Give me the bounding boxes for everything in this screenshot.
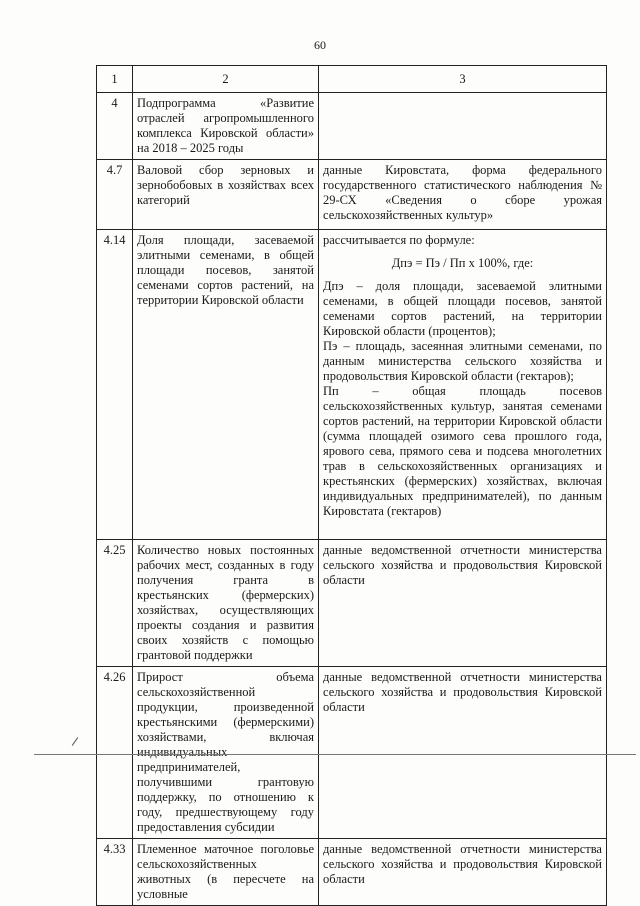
table-row [97, 230, 607, 540]
indicator-name: Племенное маточное поголовье сельскохозяйственных животных (в пересчете на условные [133, 839, 319, 906]
indicator-name: Количество новых постоянных рабочих мест, созданных в году получения гранта в крестьянских (фермерских) хозяйствах, осуществляющих проекты создания и развития своих хозяйств с помощью грантовой поддержки [133, 540, 319, 667]
table-row [97, 93, 607, 160]
row-number: 4 [97, 93, 133, 160]
definition-item: Пэ – площадь, засеянная элитными семенами, по данным министерства сельского хозяйства и продовольствия Кировской области (гектаров); [323, 339, 602, 383]
row-number: 4.25 [97, 540, 133, 667]
column-header: 3 [319, 66, 607, 93]
data-source [319, 93, 607, 160]
definition-item: Пп – общая площадь посевов сельскохозяйственных культур, занятая семенами сортов растений, на территории Кировской области (сумма площадей озимого сева прошлого года, ярового сева, прямого сева и подсева многолетних трав в сельскохозяйственных организациях и крестьянских (фермерских) хозяйствах, включая индивидуальных предпринимателей), по данным Кировстата (гектаров) [323, 384, 602, 518]
formula-intro: рассчитывается по формуле: [323, 233, 475, 247]
definition-item: Дпэ – доля площади, засеваемой элитными семенами, в общей площади посевов, занятой семенами сортов растений, на территории Кировской области (процентов); [323, 279, 602, 338]
column-header: 1 [97, 66, 133, 93]
row-number: 4.7 [97, 160, 133, 230]
scan-artifact-line [34, 754, 636, 755]
table-row [97, 540, 607, 667]
formula: Дпэ = Пэ / Пп х 100%, где: [391, 256, 534, 270]
indicator-table [96, 65, 607, 906]
formula-definitions [323, 279, 602, 519]
column-header: 2 [133, 66, 319, 93]
data-source: данные Кировстата, форма федерального государственного статистического наблюдения № 29-СХ «Сведения о сборе урожая сельскохозяйственных культур» [319, 160, 607, 230]
table-header-row [97, 66, 607, 93]
row-number: 4.14 [97, 230, 133, 540]
data-source: данные ведомственной отчетности министерства сельского хозяйства и продовольствия Кировской области [319, 839, 607, 906]
indicator-name: Доля площади, засеваемой элитными семенами, в общей площади посевов, занятой семенами сортов растений, на территории Кировской области [133, 230, 319, 540]
data-source: данные ведомственной отчетности министерства сельского хозяйства и продовольствия Кировской области [319, 540, 607, 667]
row-number: 4.26 [97, 667, 133, 839]
indicator-name: Подпрограмма «Развитие отраслей агропромышленного комплекса Кировской области» на 2018 – 2025 годы [133, 93, 319, 160]
table-row [97, 667, 607, 839]
table-row [97, 839, 607, 906]
page-number: 60 [314, 38, 326, 52]
indicator-name: Валовой сбор зерновых и зернобобовых в хозяйствах всех категорий [133, 160, 319, 230]
table-row [97, 160, 607, 230]
scan-artifact-tick [72, 737, 79, 746]
row-number: 4.33 [97, 839, 133, 906]
data-source: данные ведомственной отчетности министерства сельского хозяйства и продовольствия Кировской области [319, 667, 607, 839]
data-source [319, 230, 607, 540]
indicator-name: Прирост объема сельскохозяйственной продукции, произведенной крестьянскими (фермерскими) хозяйствами, включая индивидуальных предпринимателей, получившими грантовую поддержку, по отношению к году, предшествующему году предоставления субсидии [133, 667, 319, 839]
